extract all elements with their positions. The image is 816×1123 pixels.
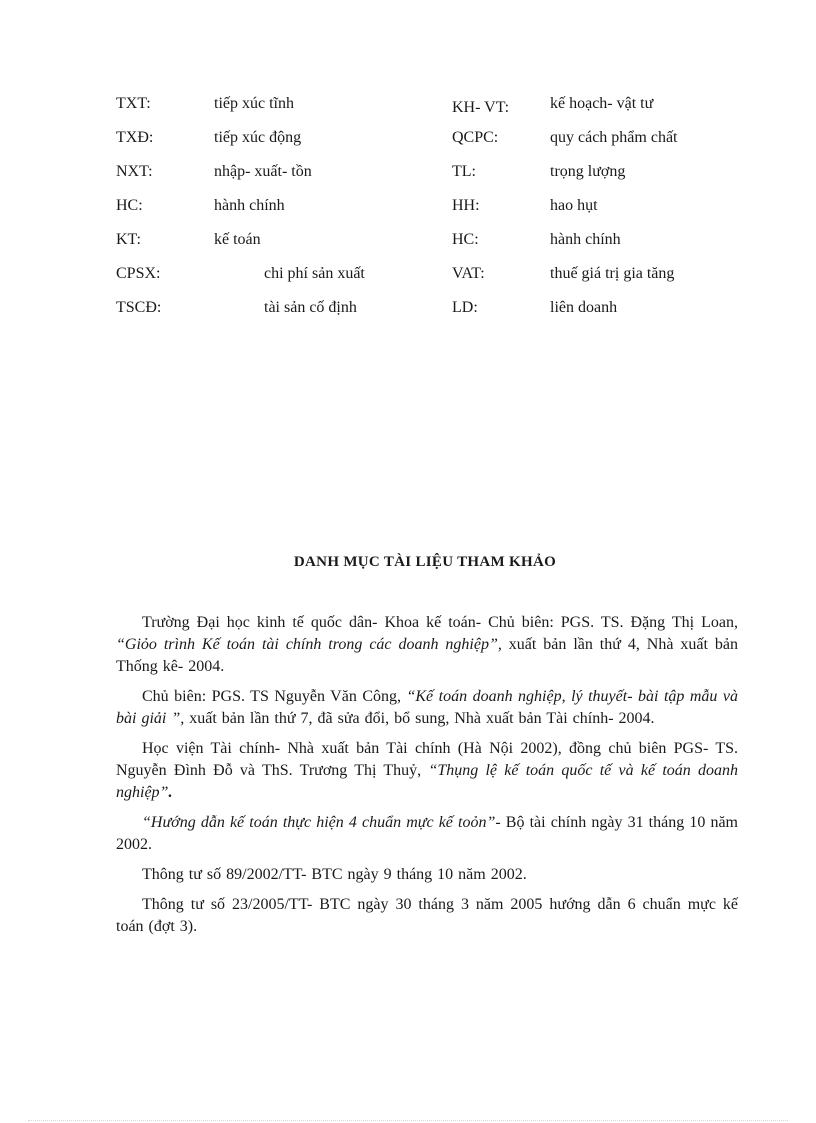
reference-item <box>116 894 738 938</box>
abbr-code: KH- VT: <box>452 99 510 116</box>
reference-item <box>116 864 738 886</box>
references-title: DANH MỤC TÀI LIỆU THAM KHẢO <box>293 554 557 570</box>
reference-title: “Giỏo trình Kế toán tài chính trong các doanh nghiệp”, <box>116 636 502 653</box>
reference-text: Thông tư số 23/2005/TT- BTC ngày 30 tháng 3 năm 2005 hướng dẫn 6 chuẩn mực kế toán (đợt 3). <box>116 896 738 935</box>
reference-details: - Bộ tài chính ngày 31 tháng 10 năm 2002. <box>116 814 739 853</box>
reference-text: Học viện Tài chính- Nhà xuất bản Tài chính (Hà Nội 2002), đồng chủ biên PGS- TS. Nguyễn Đình Đỗ và ThS. Trương Thị Thuỷ, <box>116 740 738 779</box>
reference-title: “Thụng lệ kế toán quốc tế và kế toán doanh nghiệp” <box>116 762 739 801</box>
abbr-meaning: thuế giá trị gia tăng <box>550 265 675 282</box>
abbr-code: TXT: <box>116 95 151 112</box>
abbr-code: HC: <box>452 231 479 248</box>
abbr-code: KT: <box>116 231 141 248</box>
abbr-meaning: trọng lượng <box>550 163 626 180</box>
abbr-meaning: hao hụt <box>550 197 598 214</box>
abbr-meaning: nhập- xuất- tồn <box>214 163 312 180</box>
abbr-meaning: tài sản cố định <box>264 299 357 316</box>
reference-item <box>116 738 738 804</box>
reference-end-mark: . <box>168 784 173 801</box>
abbr-meaning: liên doanh <box>550 299 618 316</box>
reference-item <box>116 686 738 730</box>
abbr-code: CPSX: <box>116 265 161 282</box>
reference-text: Thông tư số 89/2002/TT- BTC ngày 9 tháng 10 năm 2002. <box>142 866 527 883</box>
abbr-code: VAT: <box>452 265 485 282</box>
abbr-meaning: tiếp xúc động <box>214 129 302 146</box>
page-bottom-border <box>28 1120 788 1121</box>
abbr-code: TSCĐ: <box>116 299 162 316</box>
abbr-code: NXT: <box>116 163 153 180</box>
abbr-code: LD: <box>452 299 478 316</box>
reference-text: Trường Đại học kinh tế quốc dân- Khoa kế toán- Chủ biên: PGS. TS. Đặng Thị Loan, <box>142 614 738 631</box>
reference-text: Chủ biên: PGS. TS Nguyễn Văn Công, <box>142 688 407 705</box>
reference-title: “Hướng dẫn kế toán thực hiện 4 chuẩn mực kế toỏn” <box>142 814 496 831</box>
reference-item <box>116 812 738 856</box>
reference-title: “Kế toán doanh nghiệp, lý thuyết- bài tập mẫu và bài giải ”, <box>116 688 739 727</box>
abbr-code: QCPC: <box>452 129 499 146</box>
abbr-meaning: chi phí sản xuất <box>264 265 365 282</box>
abbr-code: HH: <box>452 197 480 214</box>
abbr-code: TL: <box>452 163 476 180</box>
references-list <box>116 612 738 946</box>
abbr-code: TXĐ: <box>116 129 154 146</box>
abbr-meaning: kế toán <box>214 231 261 248</box>
abbr-code: HC: <box>116 197 143 214</box>
reference-details: xuất bản lần thứ 4, Nhà xuất bản Thống kê- 2004. <box>116 636 738 675</box>
reference-item <box>116 612 738 678</box>
reference-details: xuất bản lần thứ 7, đã sửa đổi, bổ sung, Nhà xuất bản Tài chính- 2004. <box>184 710 655 727</box>
abbr-meaning: hành chính <box>214 197 285 214</box>
abbr-meaning: tiếp xúc tĩnh <box>214 95 294 112</box>
abbr-meaning: quy cách phẩm chất <box>550 129 678 146</box>
abbr-meaning: hành chính <box>550 231 621 248</box>
abbr-meaning: kế hoạch- vật tư <box>550 95 654 112</box>
